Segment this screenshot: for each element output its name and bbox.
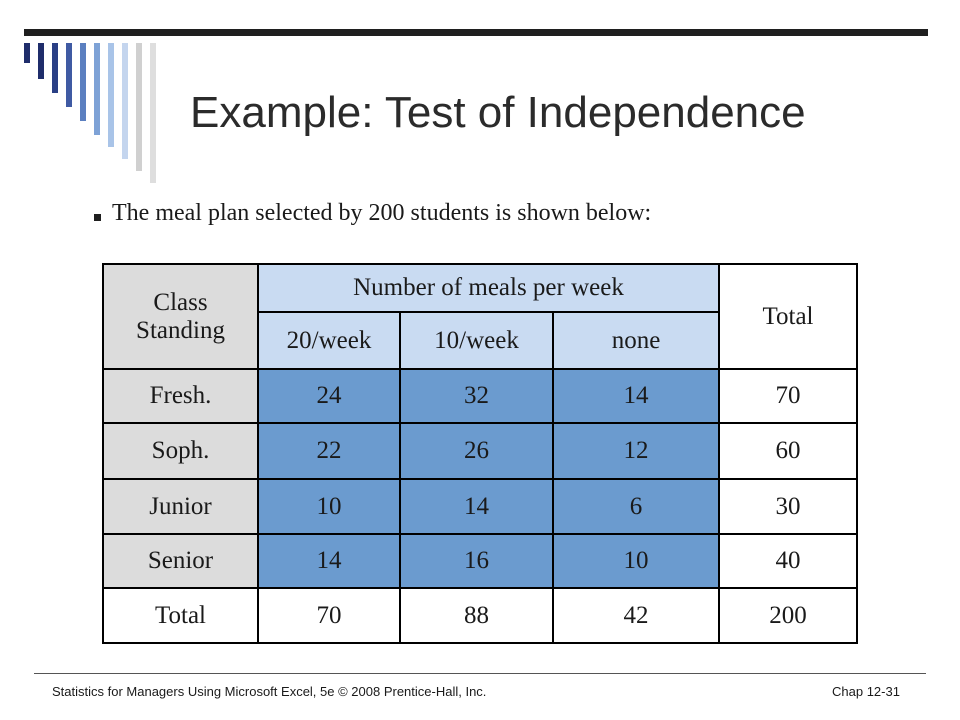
footer-rule xyxy=(34,673,926,674)
decor-stripe xyxy=(94,43,100,135)
meals-group-header: Number of meals per week xyxy=(258,264,719,312)
table-cell: 12 xyxy=(553,423,719,479)
footer-citation: Statistics for Managers Using Microsoft Excel, 5e © 2008 Prentice-Hall, Inc. xyxy=(52,684,487,699)
table-row xyxy=(103,369,857,423)
top-rule xyxy=(24,29,928,36)
row-total: 70 xyxy=(719,369,857,423)
table-cell: 32 xyxy=(400,369,553,423)
table-cell: 10 xyxy=(553,534,719,588)
decor-stripe xyxy=(108,43,114,147)
bullet-text: The meal plan selected by 200 students is shown below: xyxy=(112,200,652,226)
decor-stripe xyxy=(24,43,30,63)
column-total: 88 xyxy=(400,588,553,643)
bullet-square-icon xyxy=(94,214,101,221)
table-cell: 16 xyxy=(400,534,553,588)
total-header: Total xyxy=(719,264,857,369)
column-header: 20/week xyxy=(258,312,400,369)
decor-stripe xyxy=(38,43,44,79)
totals-label: Total xyxy=(103,588,258,643)
row-total: 60 xyxy=(719,423,857,479)
column-header: none xyxy=(553,312,719,369)
footer-page-number: Chap 12-31 xyxy=(832,684,900,699)
table-cell: 6 xyxy=(553,479,719,534)
grand-total: 200 xyxy=(719,588,857,643)
class-standing-line2: Standing xyxy=(136,316,225,344)
decor-stripe xyxy=(136,43,142,171)
row-label: Junior xyxy=(103,479,258,534)
table-cell: 26 xyxy=(400,423,553,479)
column-total: 70 xyxy=(258,588,400,643)
table-row xyxy=(103,423,857,479)
table-cell: 22 xyxy=(258,423,400,479)
slide-title: Example: Test of Independence xyxy=(190,88,806,137)
row-label: Senior xyxy=(103,534,258,588)
decor-stripe xyxy=(80,43,86,121)
decor-stripe xyxy=(52,43,58,93)
class-standing-header xyxy=(103,264,258,369)
decor-stripe xyxy=(66,43,72,107)
row-label: Soph. xyxy=(103,423,258,479)
contingency-table xyxy=(102,263,858,644)
table-row xyxy=(103,479,857,534)
table-cell: 14 xyxy=(553,369,719,423)
table-cell: 14 xyxy=(258,534,400,588)
decor-stripe xyxy=(150,43,156,183)
table-row xyxy=(103,534,857,588)
decor-stripe xyxy=(122,43,128,159)
row-label: Fresh. xyxy=(103,369,258,423)
column-header: 10/week xyxy=(400,312,553,369)
table-cell: 24 xyxy=(258,369,400,423)
class-standing-line1: Class xyxy=(153,288,208,316)
table-cell: 14 xyxy=(400,479,553,534)
row-total: 30 xyxy=(719,479,857,534)
table-cell: 10 xyxy=(258,479,400,534)
totals-row xyxy=(103,588,857,643)
row-total: 40 xyxy=(719,534,857,588)
column-total: 42 xyxy=(553,588,719,643)
